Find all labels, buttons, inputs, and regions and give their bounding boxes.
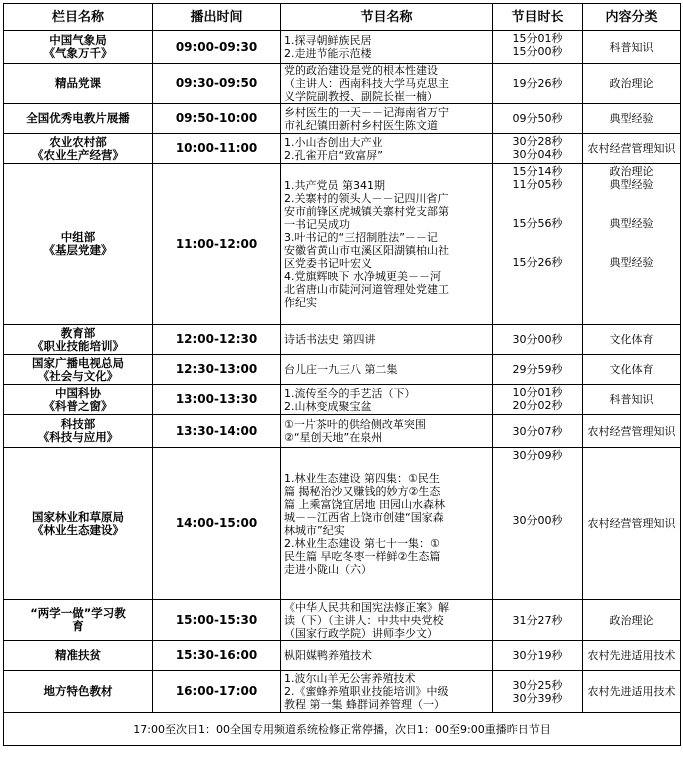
column-name: 《职业技能培训》 [32, 338, 124, 353]
program-name: 2.关寨村的领头人－－记四川省广 [284, 192, 449, 205]
duration-cell [493, 641, 583, 671]
program-name: 1.共产党员 第341期 [284, 179, 385, 192]
column-name-cell [4, 385, 153, 415]
air-time: 09:50-10:00 [153, 104, 281, 134]
program-name: 1.探寻朝鲜族民居 [284, 34, 372, 47]
duration-cell [493, 600, 583, 641]
program-name: 4.党旗辉映下 水净城更美－－河 [284, 270, 441, 283]
duration: 15分26秒 [512, 256, 563, 269]
header-category: 内容分类 [583, 4, 681, 31]
program-name-cell [281, 104, 493, 134]
column-name-cell [4, 134, 153, 164]
table-row [4, 600, 681, 641]
column-name: 全国优秀电教片展播 [26, 111, 130, 125]
category-cell: 政治理论 [583, 64, 681, 104]
program-name: 乡村医生的一天－－记海南省万宁 [284, 105, 449, 119]
header-row [4, 4, 681, 31]
column-name: 中国科协 [55, 385, 101, 400]
program-name-cell [281, 164, 493, 325]
column-name: 中组部 [60, 230, 96, 244]
column-name: “两学一做”学习教 [30, 606, 126, 620]
program-name-cell [281, 671, 493, 713]
program-name: 作纪实 [284, 296, 317, 309]
duration: 30分00秒 [512, 333, 563, 346]
table-row [4, 641, 681, 671]
column-name: 精准扶贫 [55, 648, 101, 662]
category-cell: 科普知识 [583, 31, 681, 64]
program-name-cell [281, 385, 493, 415]
column-name-cell [4, 31, 153, 64]
category-cell: 农村经营管理知识 [583, 415, 681, 448]
program-name: （主讲人：西南科技大学马克思主 [284, 77, 449, 90]
table-row [4, 31, 681, 64]
duration-cell [493, 64, 583, 104]
column-name: 农业农村部 [49, 134, 107, 149]
air-time: 15:00-15:30 [153, 600, 281, 641]
category [586, 191, 677, 204]
duration [496, 230, 579, 243]
duration [496, 462, 579, 475]
column-name: 《科技与应用》 [37, 430, 119, 444]
program-name-cell [281, 134, 493, 164]
program-name-cell [281, 355, 493, 385]
duration: 30分28秒 [512, 135, 563, 148]
air-time: 16:00-17:00 [153, 671, 281, 713]
program-name: 诗话书法史 第四讲 [284, 333, 376, 346]
column-name: 《基层党建》 [43, 243, 113, 257]
duration: 30分19秒 [512, 649, 563, 662]
program-name: 2.山林变成聚宝盆 [284, 399, 372, 413]
category: 典型经验 [609, 178, 654, 191]
program-name: 3.叶书记的“三招制胜法”－－记 [284, 231, 438, 244]
program-name: 区党委书记叶宏义 [284, 257, 372, 270]
air-time: 11:00-12:00 [153, 164, 281, 325]
program-name: 走进小陇山（六） [284, 562, 372, 576]
duration: 10分01秒 [512, 386, 563, 399]
duration [496, 475, 579, 488]
column-name: 中国气象局 [49, 33, 107, 47]
program-name: 1.小山杏创出大产业 [284, 135, 383, 149]
duration: 11分05秒 [512, 178, 563, 191]
program-name-cell [281, 64, 493, 104]
duration [496, 269, 579, 282]
table-row [4, 671, 681, 713]
program-name: 1.林业生态建设 第四集：①民生 [284, 471, 440, 485]
duration: 30分25秒 [512, 678, 563, 692]
air-time: 09:00-09:30 [153, 31, 281, 64]
program-name-cell [281, 31, 493, 64]
duration-cell [493, 134, 583, 164]
duration: 30分00秒 [512, 514, 563, 527]
duration-cell [493, 325, 583, 355]
table-row [4, 104, 681, 134]
column-name: 地方特色教材 [43, 684, 113, 698]
duration: 30分39秒 [512, 691, 563, 705]
duration: 30分07秒 [512, 424, 563, 438]
program-name: 2.孔雀开启“致富屏” [284, 148, 383, 162]
duration: 19分26秒 [512, 77, 563, 90]
duration [496, 501, 579, 514]
duration-cell [493, 448, 583, 600]
column-name-cell [4, 671, 153, 713]
column-name: 《气象万千》 [43, 46, 113, 60]
program-name: ②“星创天地”在泉州 [284, 431, 383, 444]
air-time: 12:00-12:30 [153, 325, 281, 355]
duration: 30分09秒 [512, 449, 563, 462]
category: 典型经验 [609, 256, 654, 269]
duration [496, 282, 579, 295]
program-name: 北省唐山市陡河河道管理处党建工 [284, 283, 449, 296]
table-row [4, 164, 681, 325]
column-name: 《农业生产经营》 [32, 147, 124, 162]
column-name: 育 [72, 619, 84, 633]
header-program-name: 节目名称 [281, 4, 493, 31]
table-row [4, 415, 681, 448]
category-cell [583, 164, 681, 325]
duration-cell [493, 164, 583, 325]
category-cell: 农村先进适用技术 [583, 671, 681, 713]
program-name: 2.走进节能示范楼 [284, 47, 372, 60]
column-name: 教育部 [60, 325, 96, 340]
table-row [4, 385, 681, 415]
table-row [4, 355, 681, 385]
duration [496, 243, 579, 256]
category-cell: 科普知识 [583, 385, 681, 415]
program-name: 篇 上乘富饶宜居地 田园山水森林 [284, 497, 445, 511]
column-name-cell [4, 415, 153, 448]
category [586, 269, 677, 282]
category: 典型经验 [609, 217, 654, 230]
program-name: 读（下）（主讲人：中共中央党校 [284, 613, 444, 627]
program-name: 台儿庄一九三八 第二集 [284, 363, 398, 376]
air-time: 14:00-15:00 [153, 448, 281, 600]
duration: 15分00秒 [512, 45, 563, 58]
category-cell: 典型经验 [583, 104, 681, 134]
air-time: 09:30-09:50 [153, 64, 281, 104]
column-name-cell [4, 64, 153, 104]
category [586, 243, 677, 256]
category-cell: 农村先进适用技术 [583, 641, 681, 671]
column-name: 国家广播电视总局 [32, 355, 124, 370]
column-name-cell [4, 164, 153, 325]
category [586, 230, 677, 243]
program-name: 安市前锋区虎城镇关寨村党支部第 [284, 205, 449, 218]
duration-cell [493, 415, 583, 448]
program-name: （国家行政学院）讲师李少文） [284, 626, 438, 640]
category-cell: 农村经营管理知识 [583, 134, 681, 164]
air-time: 15:30-16:00 [153, 641, 281, 671]
duration: 29分59秒 [512, 363, 563, 376]
duration [496, 488, 579, 501]
table-row [4, 134, 681, 164]
column-name-cell [4, 104, 153, 134]
column-name: 科技部 [60, 417, 96, 431]
column-name-cell [4, 448, 153, 600]
duration [496, 527, 579, 540]
column-name: 《科普之窗》 [43, 398, 113, 413]
duration: 20分02秒 [512, 399, 563, 412]
duration-cell [493, 104, 583, 134]
schedule-table [3, 3, 681, 746]
air-time: 13:00-13:30 [153, 385, 281, 415]
air-time: 12:30-13:00 [153, 355, 281, 385]
duration-cell [493, 31, 583, 64]
program-name: 教程 第一集 蜂群词养管理（一） [284, 698, 445, 711]
category-cell: 文化体育 [583, 355, 681, 385]
program-name: 市礼纪镇田新村乡村医生陈文道 [284, 118, 438, 132]
program-name: 安徽省黄山市屯溪区阳湖镇柏山社 [284, 244, 449, 257]
duration: 15分01秒 [512, 32, 563, 45]
column-name: 《社会与文化》 [37, 368, 119, 383]
column-name-cell [4, 355, 153, 385]
duration-cell [493, 671, 583, 713]
program-name: ①一片茶叶的供给侧改革突围 [284, 418, 426, 431]
program-name: 篇 揭秘治沙又赚钱的妙方②生态 [284, 484, 441, 498]
header-column-name: 栏目名称 [4, 4, 153, 31]
program-name: 1.波尔山羊无公害养殖技术 [284, 672, 416, 685]
duration: 31分27秒 [512, 613, 563, 627]
header-air-time: 播出时间 [153, 4, 281, 31]
program-name-cell [281, 415, 493, 448]
program-name-cell [281, 448, 493, 600]
program-name: 一书记吴成功 [284, 218, 350, 231]
column-name: 国家林业和草原局 [32, 509, 124, 524]
duration: 30分04秒 [512, 148, 563, 161]
category-cell: 政治理论 [583, 600, 681, 641]
program-name-cell [281, 325, 493, 355]
table-row [4, 448, 681, 600]
program-name: 2.《蜜蜂养殖职业技能培训》中级 [284, 685, 449, 698]
program-name: 林城市”纪实 [284, 523, 345, 537]
column-name: 精品党课 [55, 76, 101, 90]
category-cell: 文化体育 [583, 325, 681, 355]
column-name-cell [4, 325, 153, 355]
column-name-cell [4, 600, 153, 641]
category [586, 204, 677, 217]
program-name: 义学院副教授、副院长崔一楠） [284, 90, 438, 103]
table-row [4, 64, 681, 104]
duration [496, 540, 579, 553]
program-name-cell [281, 600, 493, 641]
category-cell: 农村经营管理知识 [583, 448, 681, 600]
duration: 09分50秒 [512, 112, 563, 125]
footer-note: 17:00至次日1：00全国专用频道系统检修正常停播，次日1：00至9:00重播昨日节目 [4, 713, 681, 746]
footer-row [4, 713, 681, 746]
duration: 15分56秒 [512, 217, 563, 230]
program-name: 民生篇 早吃冬枣一样鲜②生态篇 [284, 549, 441, 563]
table-row [4, 325, 681, 355]
column-name-cell [4, 641, 153, 671]
program-name: 城－－江西省上饶市创建“国家森 [284, 510, 444, 524]
program-name: 2.林业生态建设 第七十一集：① [284, 536, 440, 550]
air-time: 13:30-14:00 [153, 415, 281, 448]
program-name-cell [281, 641, 493, 671]
air-time: 10:00-11:00 [153, 134, 281, 164]
category: 政治理论 [609, 165, 654, 178]
header-duration: 节目时长 [493, 4, 583, 31]
duration-cell [493, 385, 583, 415]
program-name: 枞阳媒鸭养殖技术 [284, 649, 372, 662]
column-name: 《林业生态建设》 [32, 522, 124, 537]
duration [496, 191, 579, 204]
duration-cell [493, 355, 583, 385]
program-name: 《中华人民共和国宪法修正案》解 [284, 600, 449, 614]
program-name: 1.流传至今的手艺活（下） [284, 386, 416, 400]
duration [496, 204, 579, 217]
program-name: 党的政治建设是党的根本性建设 [284, 64, 438, 77]
category [586, 282, 677, 295]
duration: 15分14秒 [512, 165, 563, 178]
